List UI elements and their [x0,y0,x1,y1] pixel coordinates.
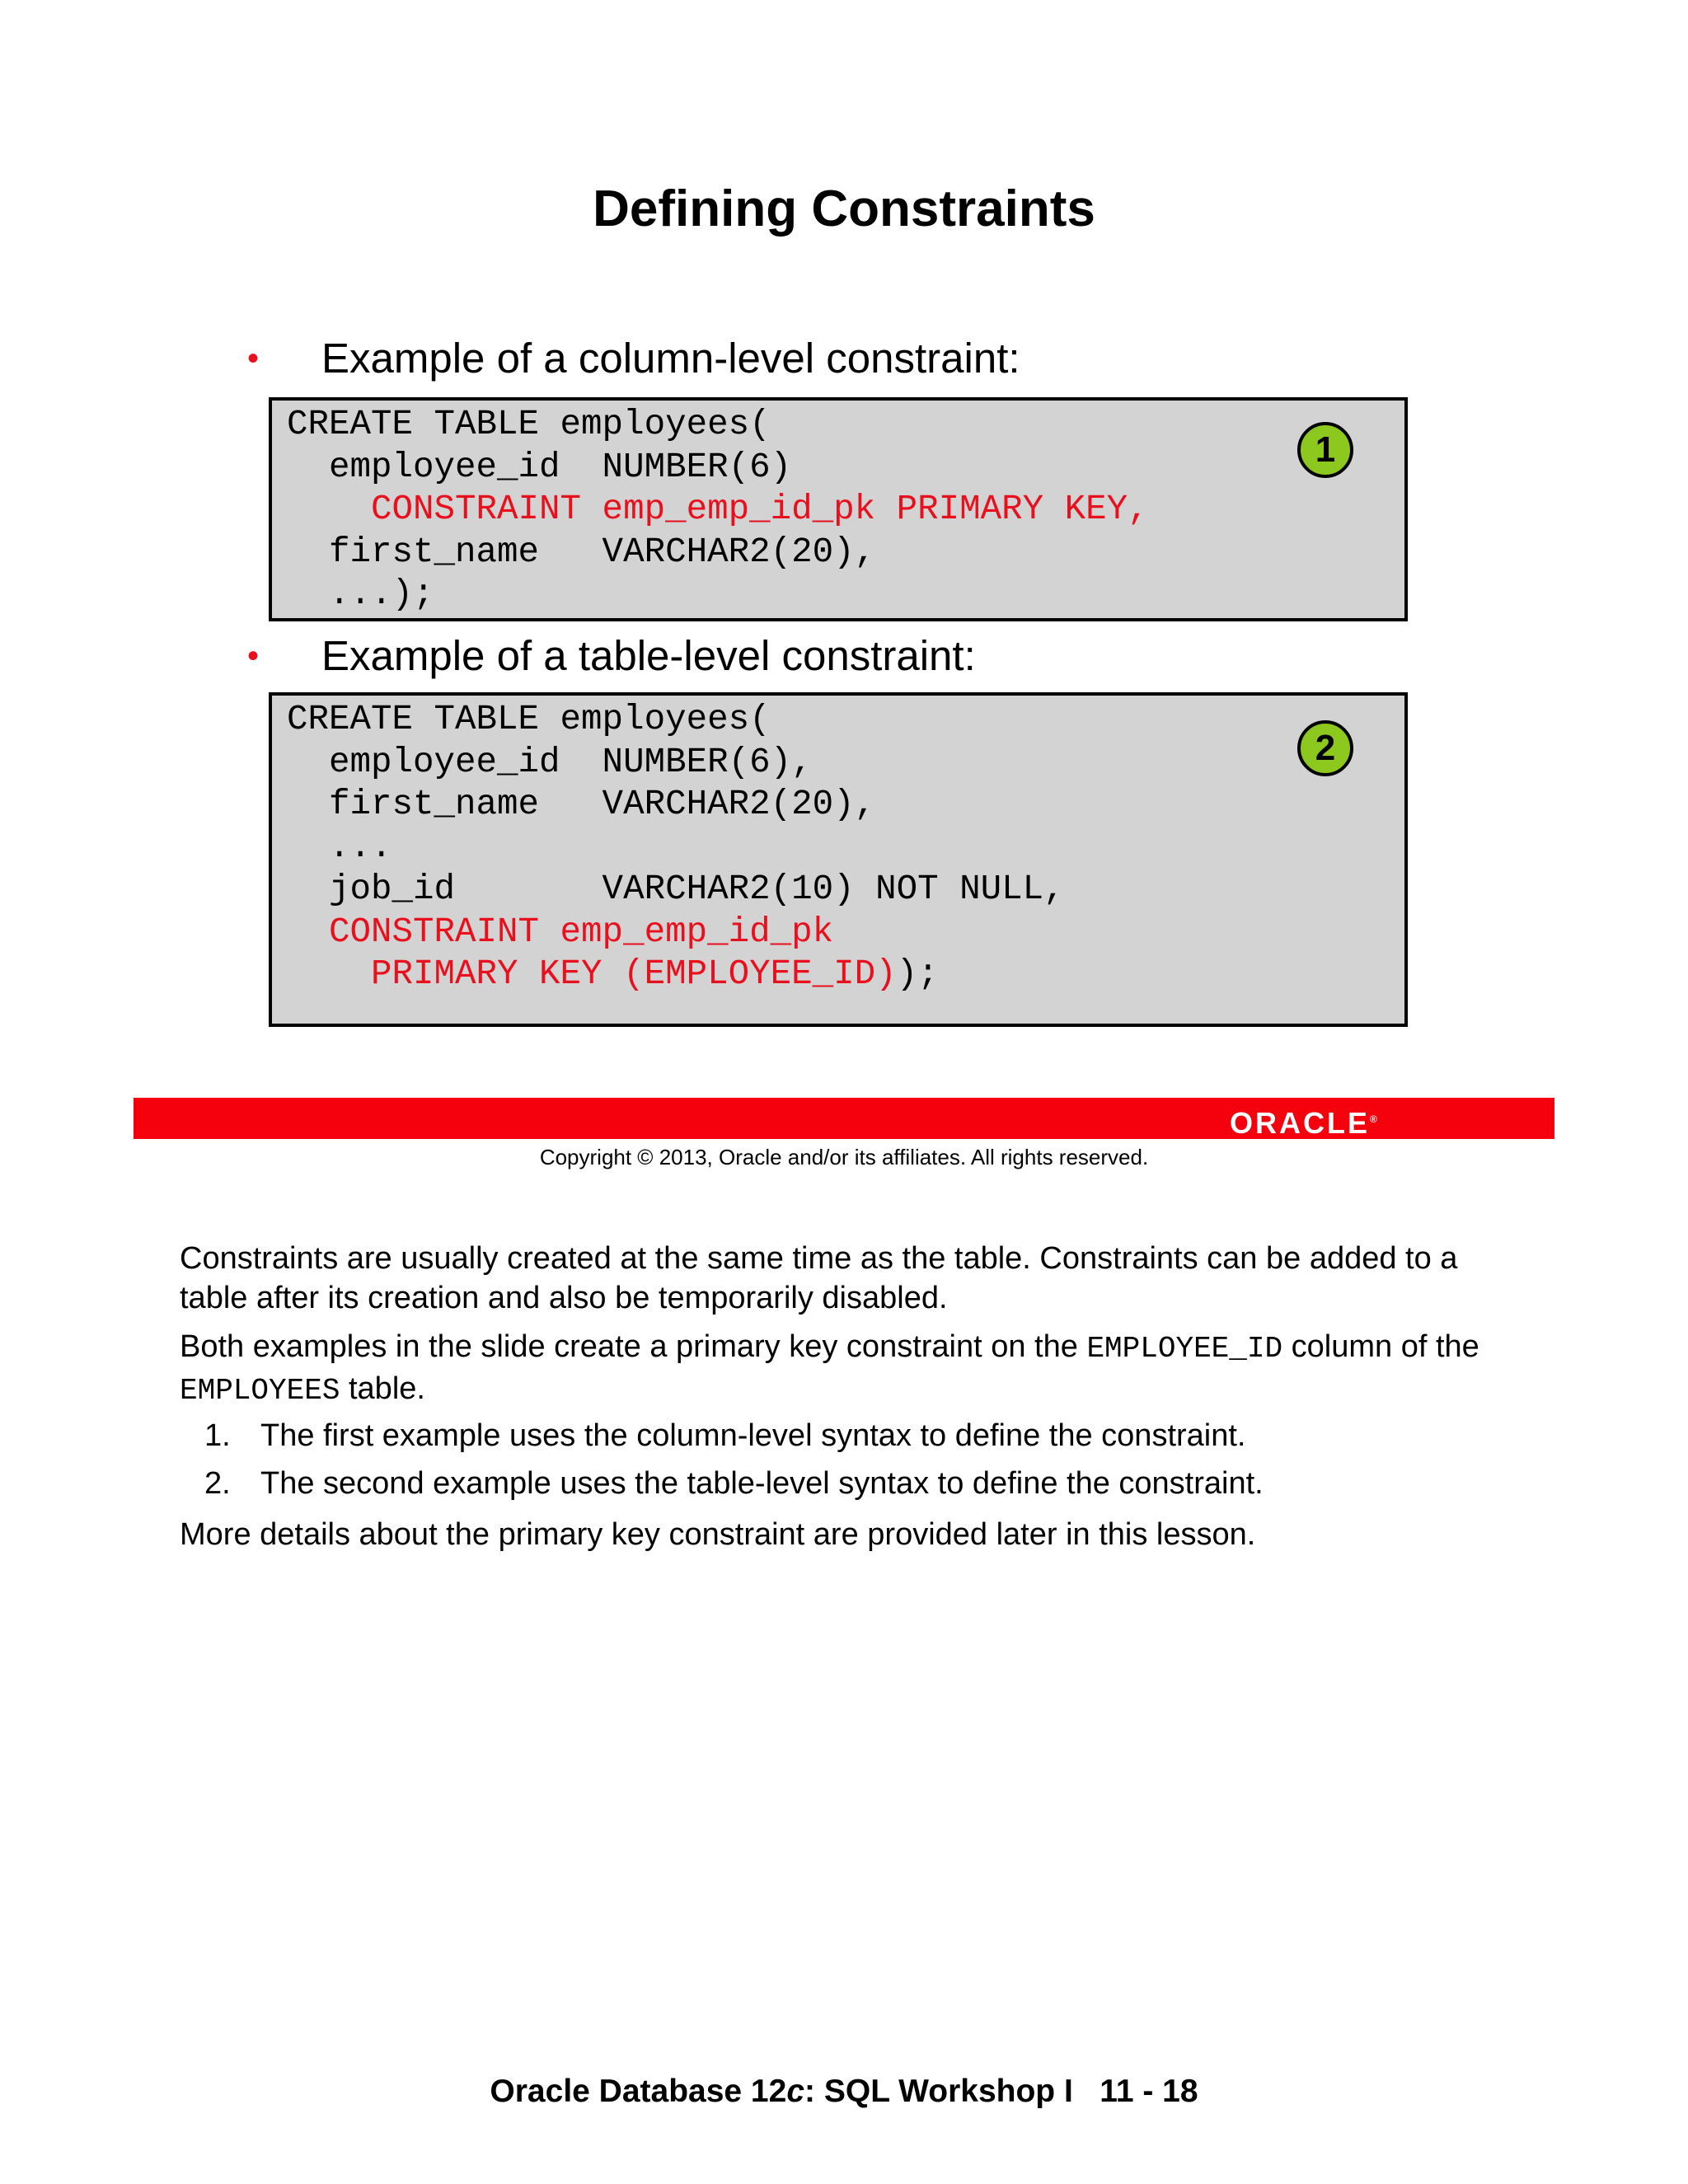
code-line: ...); [287,574,434,614]
page-footer: Oracle Database 12c: SQL Workshop I 11 - 18 [490,2074,1198,2109]
bullet-text: Example of a column-level constraint: [321,335,1020,382]
notes-paragraph-2: Both examples in the slide create a primary key constraint on the EMPLOYEE_ID column of the EMPLOYEES table. [180,1329,1479,1408]
code-block-column-level [269,397,1408,621]
code-terminator: ); [896,954,939,994]
code-line: employee_id NUMBER(6), [287,742,813,782]
code-line: CREATE TABLE employees( [287,405,771,444]
badge-1: 1 [1297,422,1353,478]
inline-code-employee-id: EMPLOYEE_ID [1086,1332,1283,1366]
oracle-logo: ORACLE® [1230,1106,1377,1140]
code-line: job_id VARCHAR2(10) NOT NULL, [287,869,1065,909]
bullet-table-level [247,630,976,682]
slide-title: Defining Constraints [593,180,1095,237]
code-line: employee_id NUMBER(6) [287,447,792,487]
code-line-primary-key [287,954,1404,996]
bullet-column-level [247,332,1020,385]
code-line: first_name VARCHAR2(20), [287,532,876,572]
code-line: first_name VARCHAR2(20), [287,785,876,824]
bullet-dot: • [247,638,260,674]
code-line: ... [287,827,392,867]
badge-2: 2 [1297,720,1353,776]
list-item: 2. The second example uses the table-level syntax to define the constraint. [204,1466,1264,1501]
bullet-text: Example of a table-level constraint: [321,632,976,679]
code-line-constraint: CONSTRAINT emp_emp_id_pk [287,912,834,952]
code-block-table-level [269,692,1408,1027]
inline-code-employees: EMPLOYEES [180,1374,340,1408]
copyright: Copyright © 2013, Oracle and/or its affiliates. All rights reserved. [539,1145,1149,1169]
notes-paragraph-1: Constraints are usually created at the same time as the table. Constraints can be added to a table after its creation and also be temporarily disabled. [180,1241,1458,1315]
code-line-constraint: CONSTRAINT emp_emp_id_pk PRIMARY KEY, [287,490,1149,529]
notes-paragraph-3: More details about the primary key constraint are provided later in this lesson. [180,1517,1256,1552]
list-item: 1. The first example uses the column-level syntax to define the constraint. [204,1418,1246,1453]
code-primary-key: PRIMARY KEY (EMPLOYEE_ID) [287,954,897,994]
code-line: CREATE TABLE employees( [287,700,771,739]
bullet-dot: • [247,340,260,377]
